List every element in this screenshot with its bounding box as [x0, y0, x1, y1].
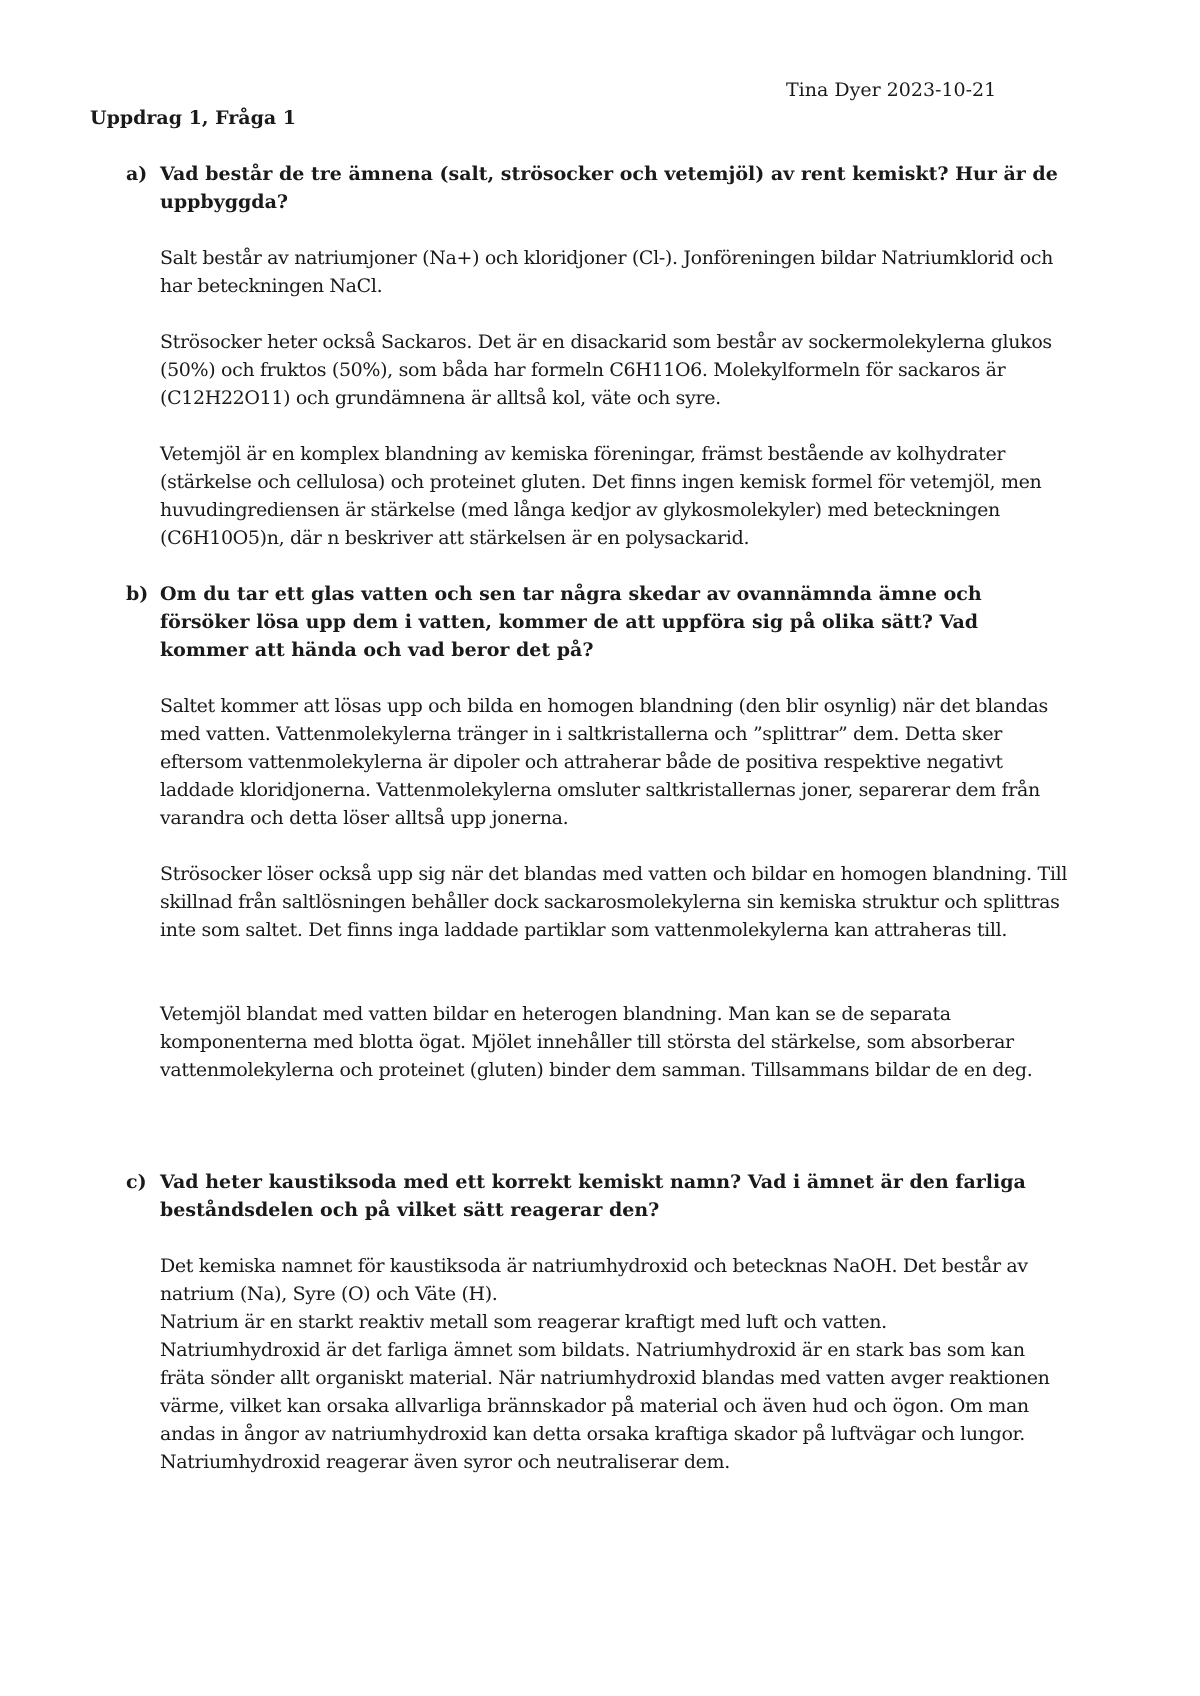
answer-a-sugar: Strösocker heter också Sackaros. Det är en disackarid som består av sockermolekylerna glukos (50%) och fruktos (50%), som båda har formeln C6H11O6. Molekylformeln för sackaros är (C12H22O11) och grundämnena är alltså kol, väte och syre.	[160, 331, 1052, 409]
question-letter: a)	[126, 163, 148, 185]
question-letter: b)	[126, 583, 149, 605]
answer-a-salt: Salt består av natriumjoner (Na+) och kloridjoner (Cl-). Jonföreningen bildar Natriumklorid och har beteckningen NaCl.	[160, 247, 1054, 297]
answer-c-sodium: Natrium är en starkt reaktiv metall som reagerar kraftigt med luft och vatten.	[160, 1311, 887, 1333]
document-title: Uppdrag 1, Fråga 1	[90, 107, 297, 129]
answer-c-name: Det kemiska namnet för kaustiksoda är natriumhydroxid och betecknas NaOH. Det består av natrium (Na), Syre (O) och Väte (H).	[160, 1255, 1028, 1305]
question-a	[126, 160, 1070, 216]
answer-b-sugar: Strösocker löser också upp sig när det blandas med vatten och bildar en homogen blandning. Till skillnad från saltlösningen behåller dock sackarosmolekylerna sin kemiska struktur och splittras inte som saltet. Det finns inga laddade partiklar som vattenmolekylerna kan attraheras till.	[160, 863, 1068, 941]
author-date: Tina Dyer 2023-10-21	[786, 79, 997, 101]
answer-c-hydroxide: Natriumhydroxid är det farliga ämnet som bildats. Natriumhydroxid är en stark bas som kan fräta sönder allt organiskt material. När natriumhydroxid blandas med vatten avger reaktionen värme, vilket kan orsaka allvarliga brännskador på material och även hud och ögon. Om man andas in ångor av natriumhydroxid kan detta orsaka kraftiga skador på luftvägar och lungor. Natriumhydroxid reagerar även syror och neutraliserar dem.	[160, 1339, 1050, 1473]
answer-b-flour: Vetemjöl blandat med vatten bildar en heterogen blandning. Man kan se de separata komponenterna med blotta ögat. Mjölet innehåller till största del stärkelse, som absorberar vattenmolekylerna och proteinet (gluten) binder dem samman. Tillsammans bildar de en deg.	[160, 1003, 1033, 1081]
answer-b-salt: Saltet kommer att lösas upp och bilda en homogen blandning (den blir osynlig) när det blandas med vatten. Vattenmolekylerna tränger in i saltkristallerna och ”splittrar” dem. Detta sker eftersom vattenmolekylerna är dipoler och attraherar både de positiva respektive negativt laddade kloridjonerna. Vattenmolekylerna omsluter saltkristallernas joner, separerar dem från varandra och detta löser alltså upp jonerna.	[160, 695, 1048, 829]
question-b	[126, 580, 1070, 664]
question-letter: c)	[126, 1171, 147, 1193]
answer-a-flour: Vetemjöl är en komplex blandning av kemiska föreningar, främst bestående av kolhydrater (stärkelse och cellulosa) och proteinet gluten. Det finns ingen kemisk formel för vetemjöl, men huvudingrediensen är stärkelse (med långa kedjor av glykosmolekyler) med beteckningen (C6H10O5)n, där n beskriver att stärkelsen är en polysackarid.	[160, 443, 1042, 549]
question-c	[126, 1168, 1070, 1224]
question-text: Om du tar ett glas vatten och sen tar några skedar av ovannämnda ämne och försöker lösa upp dem i vatten, kommer de att uppföra sig på olika sätt? Vad kommer att hända och vad beror det på?	[160, 583, 982, 661]
question-text: Vad heter kaustiksoda med ett korrekt kemiskt namn? Vad i ämnet är den farliga beståndsdelen och på vilket sätt reagerar den?	[160, 1171, 1026, 1221]
question-text: Vad består de tre ämnena (salt, strösocker och vetemjöl) av rent kemiskt? Hur är de uppbyggda?	[160, 163, 1058, 213]
